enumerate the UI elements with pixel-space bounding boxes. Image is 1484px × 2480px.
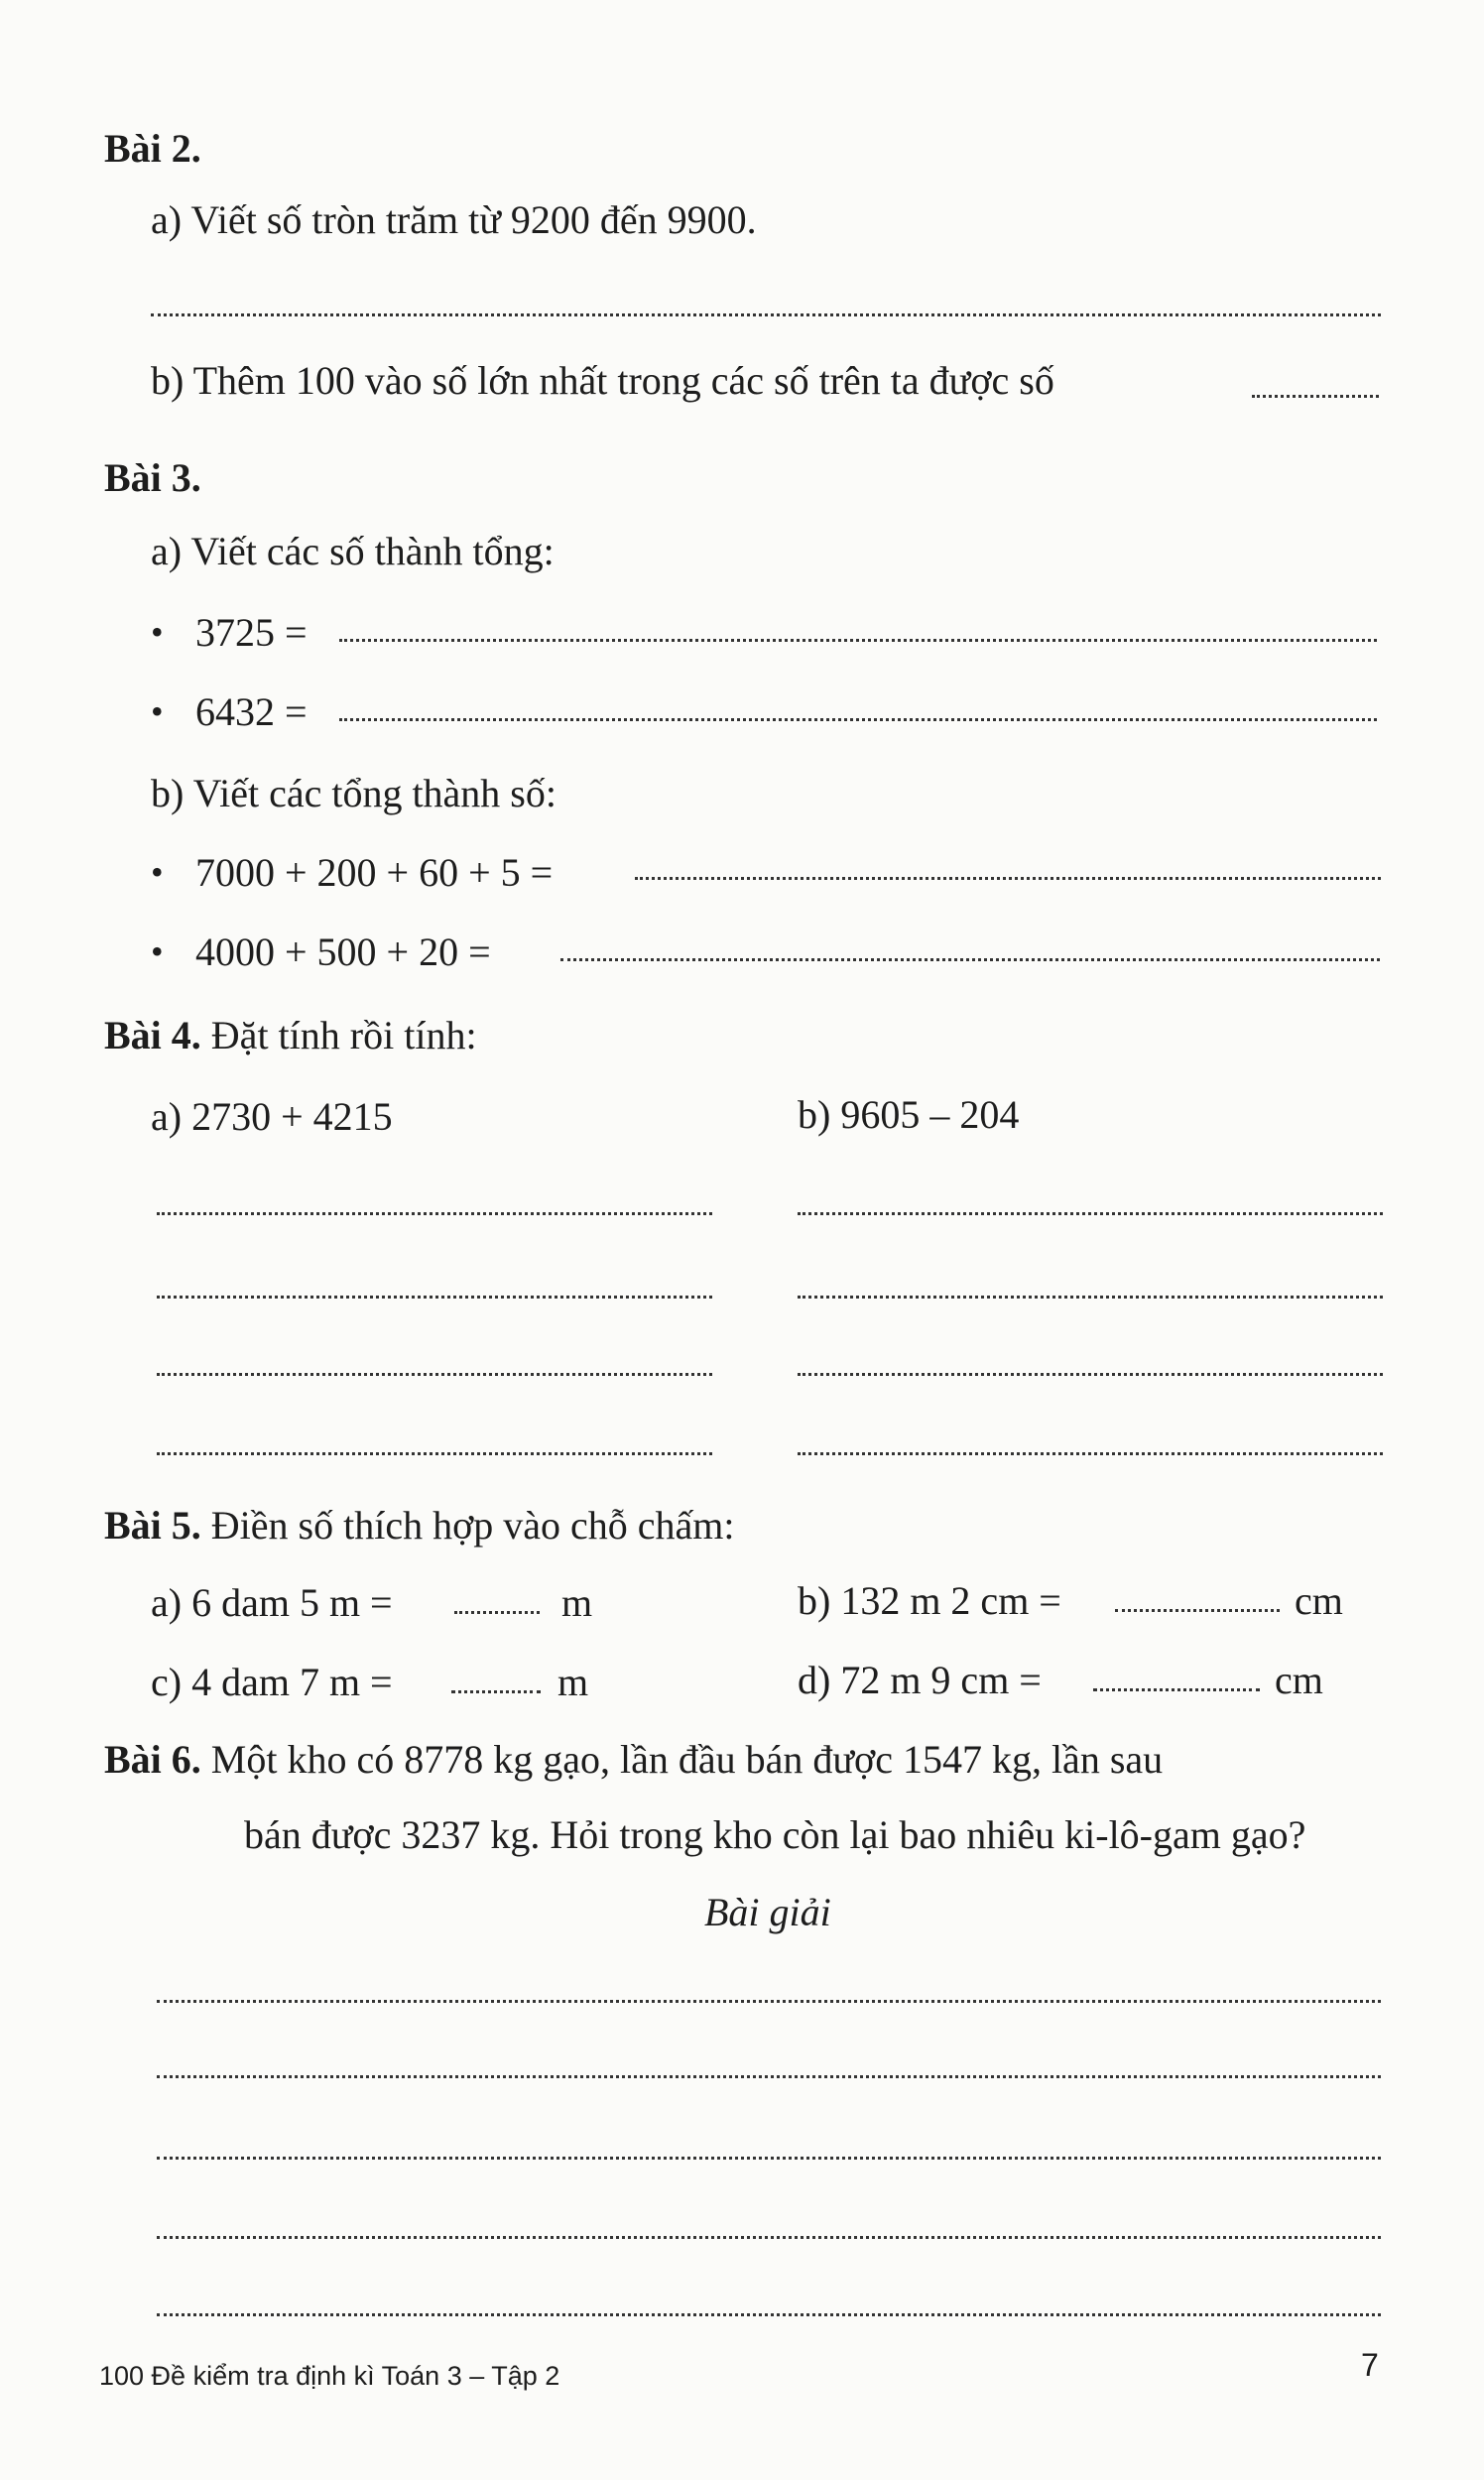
solution-line[interactable] <box>157 2075 1381 2078</box>
bai3-item: 4000 + 500 + 20 = <box>195 930 491 974</box>
answer-blank[interactable] <box>451 1690 541 1693</box>
work-line[interactable] <box>157 1296 712 1299</box>
answer-blank[interactable] <box>1252 395 1379 398</box>
unit-label: m <box>561 1580 593 1625</box>
solution-line[interactable] <box>157 2313 1381 2316</box>
answer-blank[interactable] <box>1093 1688 1260 1691</box>
bai3-question-a: a) Viết các số thành tổng: <box>151 529 555 573</box>
solution-line[interactable] <box>157 2000 1381 2003</box>
work-line[interactable] <box>798 1452 1383 1455</box>
bullet-icon: • <box>151 691 164 731</box>
bai6-line-1 <box>104 1736 1163 1784</box>
work-line[interactable] <box>157 1212 712 1215</box>
work-line[interactable] <box>798 1296 1383 1299</box>
bai2-question-b: b) Thêm 100 vào số lớn nhất trong các số trên ta được số <box>151 358 1054 403</box>
bai5-question-c: c) 4 dam 7 m = <box>151 1660 393 1704</box>
bai5-question-d: d) 72 m 9 cm = <box>798 1658 1042 1702</box>
bai4-title-line <box>104 1012 477 1059</box>
bai6-heading: Bài 6. <box>104 1737 201 1782</box>
bai3-item: 3725 = <box>195 610 308 655</box>
bai6-text-line-2: bán được 3237 kg. Hỏi trong kho còn lại bao nhiêu ki-lô-gam gạo? <box>244 1812 1306 1857</box>
unit-label: cm <box>1295 1578 1343 1623</box>
bai2-heading: Bài 2. <box>104 126 201 171</box>
work-line[interactable] <box>157 1373 712 1376</box>
answer-blank[interactable] <box>454 1611 540 1614</box>
bai5-title-line <box>104 1502 735 1550</box>
answer-blank[interactable] <box>339 718 1377 721</box>
bullet-icon: • <box>151 931 164 971</box>
bai2-question-a: a) Viết số tròn trăm từ 9200 đến 9900. <box>151 197 757 242</box>
bai4-title: Đặt tính rồi tính: <box>210 1013 477 1057</box>
bai5-heading: Bài 5. <box>104 1503 201 1548</box>
answer-blank[interactable] <box>1115 1609 1280 1612</box>
bai5-question-b: b) 132 m 2 cm = <box>798 1578 1061 1623</box>
bai4-question-b: b) 9605 – 204 <box>798 1092 1020 1137</box>
bullet-icon: • <box>151 612 164 652</box>
book-title-footer: 100 Đề kiểm tra định kì Toán 3 – Tập 2 <box>99 2361 560 2391</box>
solution-label: Bài giải <box>704 1890 831 1934</box>
bullet-icon: • <box>151 852 164 892</box>
page-number: 7 <box>1361 2347 1379 2383</box>
bai5-question-a: a) 6 dam 5 m = <box>151 1580 393 1625</box>
answer-line[interactable] <box>151 313 1381 316</box>
work-line[interactable] <box>798 1212 1383 1215</box>
bai5-title: Điền số thích hợp vào chỗ chấm: <box>210 1503 735 1548</box>
solution-line[interactable] <box>157 2157 1381 2160</box>
answer-blank[interactable] <box>560 958 1380 961</box>
answer-blank[interactable] <box>339 639 1377 642</box>
bai6-text-line-1: Một kho có 8778 kg gạo, lần đầu bán được 1547 kg, lần sau <box>210 1737 1164 1782</box>
bai3-item: 7000 + 200 + 60 + 5 = <box>195 850 554 895</box>
bai4-question-a: a) 2730 + 4215 <box>151 1094 393 1139</box>
solution-line[interactable] <box>157 2236 1381 2239</box>
unit-label: m <box>557 1660 589 1704</box>
unit-label: cm <box>1275 1658 1323 1702</box>
answer-blank[interactable] <box>635 877 1381 880</box>
work-line[interactable] <box>798 1373 1383 1376</box>
bai3-item: 6432 = <box>195 689 308 734</box>
work-line[interactable] <box>157 1452 712 1455</box>
bai3-heading: Bài 3. <box>104 455 201 500</box>
bai3-question-b: b) Viết các tổng thành số: <box>151 771 556 815</box>
bai4-heading: Bài 4. <box>104 1013 201 1057</box>
